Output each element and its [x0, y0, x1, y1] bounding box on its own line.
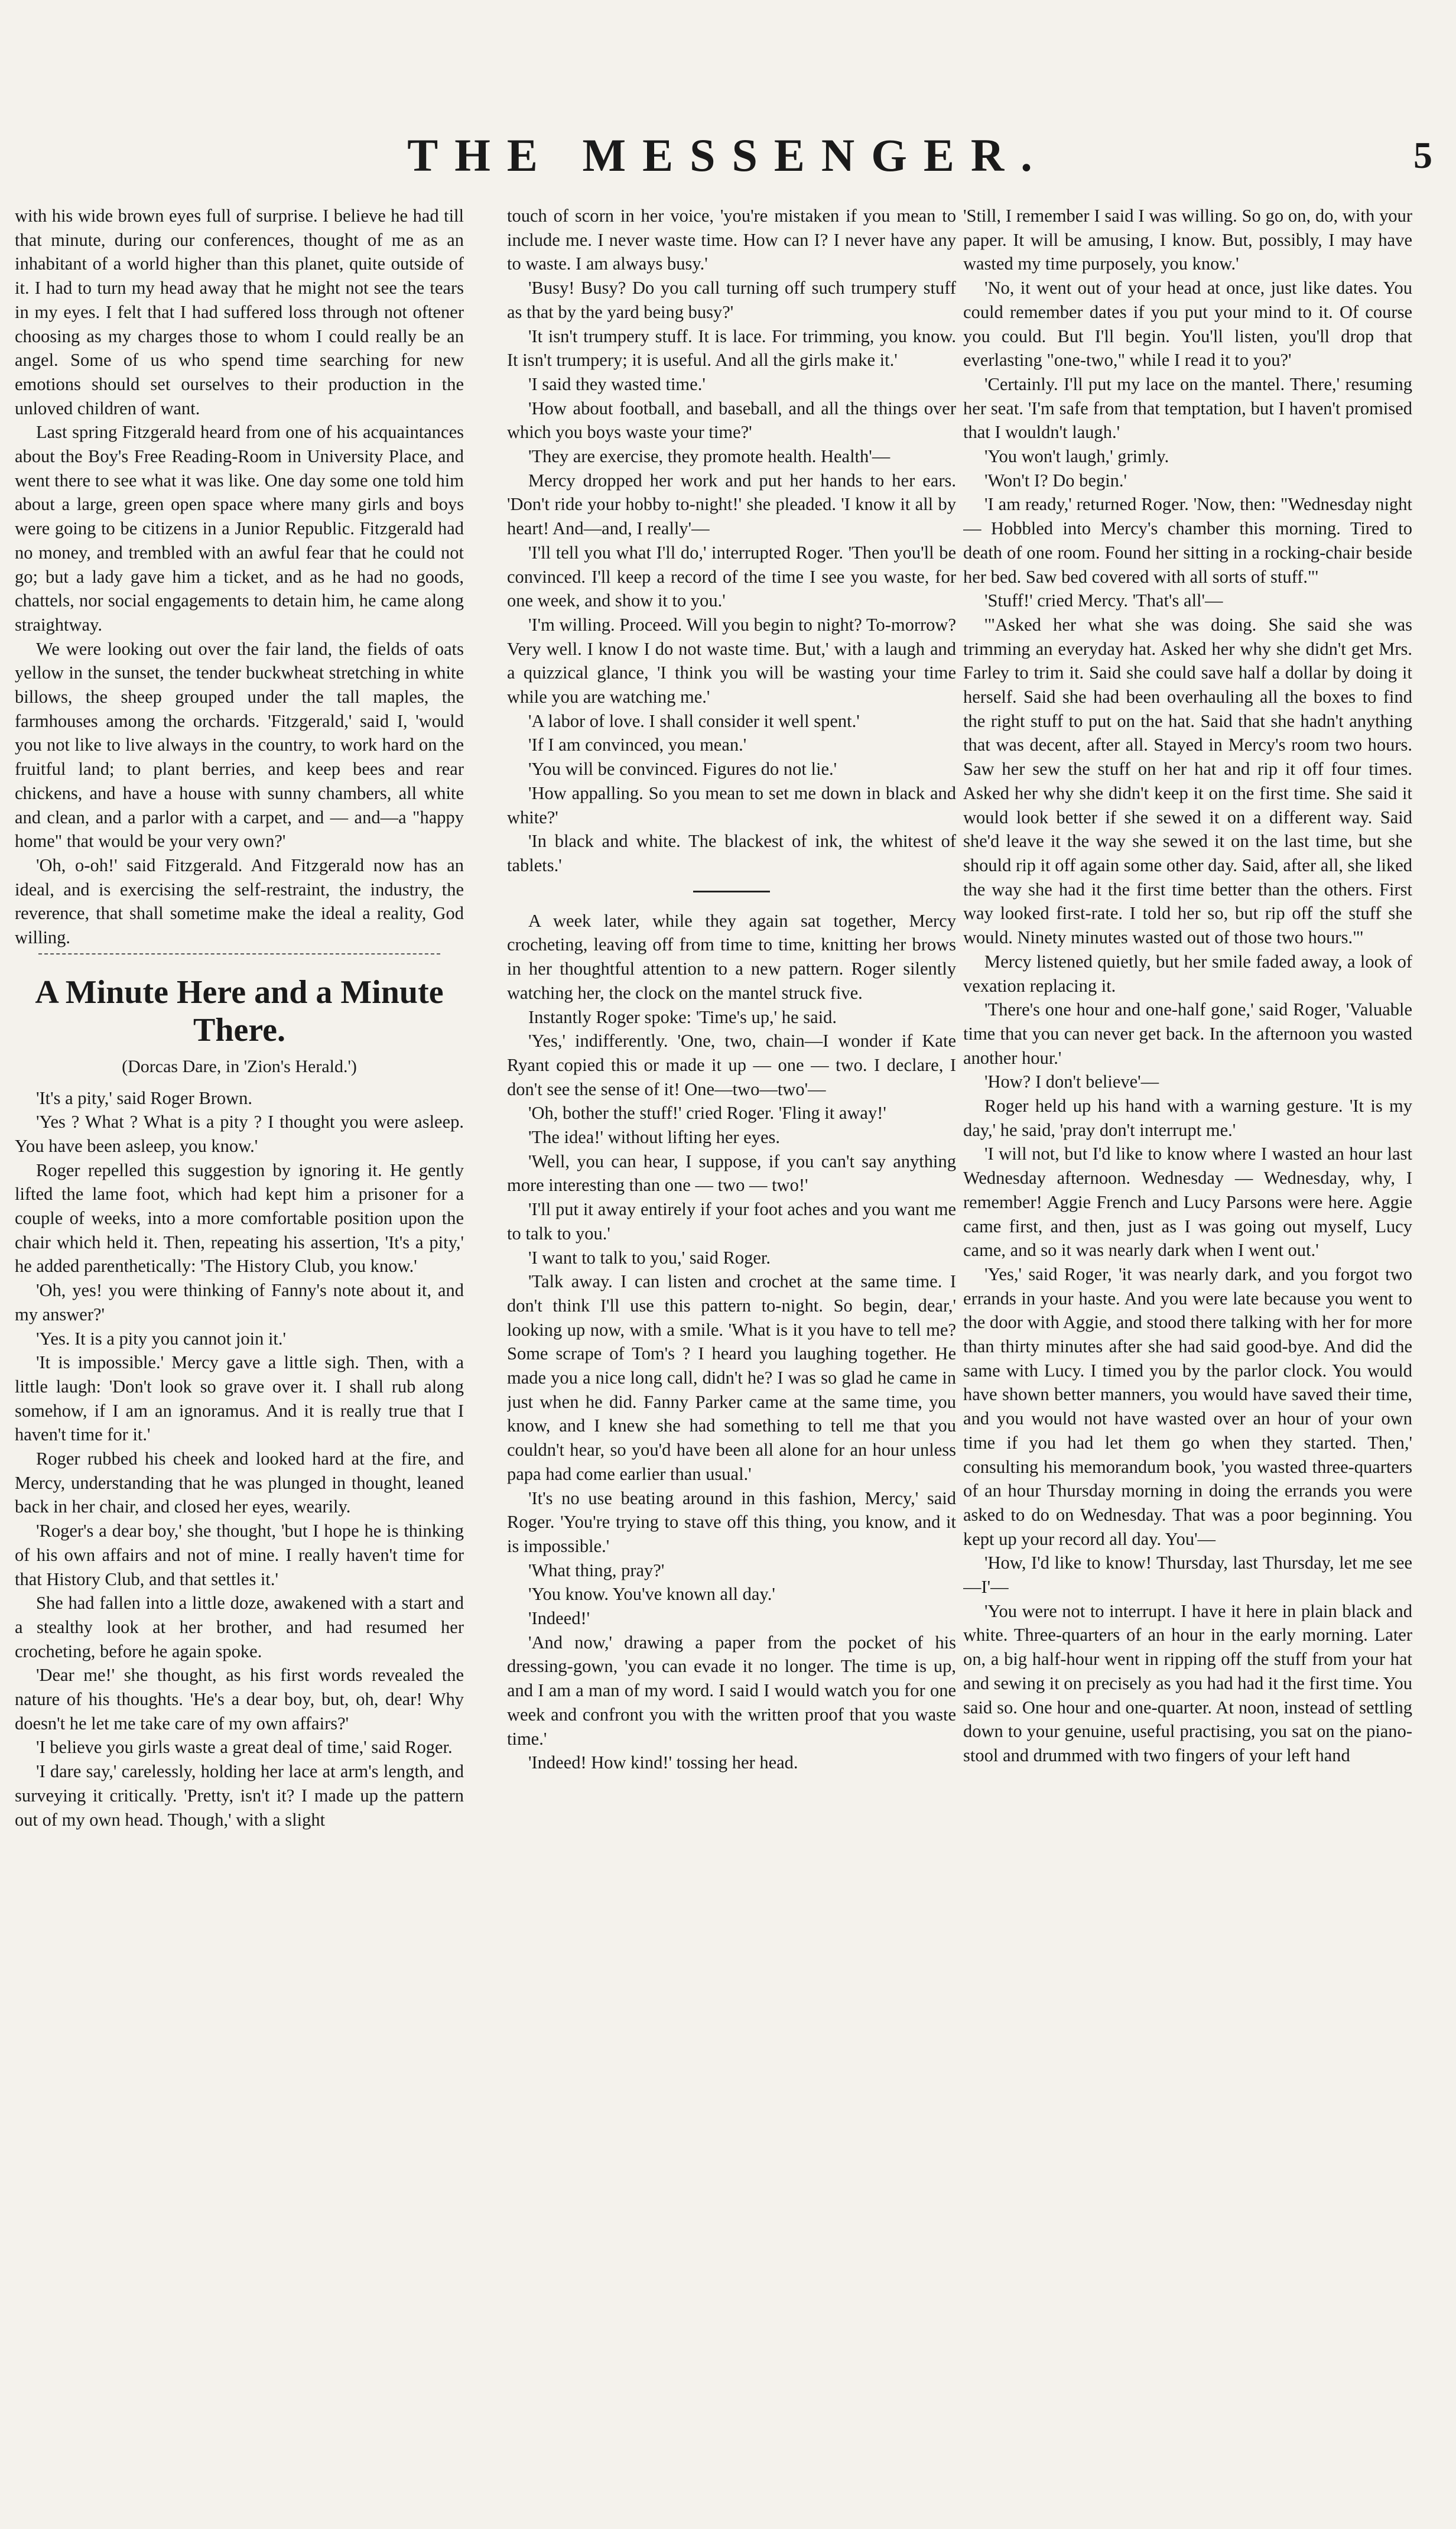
- paragraph: 'It is impossible.' Mercy gave a little sigh. Then, with a little laugh: 'Don't look so grave over it. I shall rub along somehow, if I am an ignoramus. And it is really true that I haven't time for it.': [15, 1352, 464, 1445]
- paragraph: 'The idea!' without lifting her eyes.: [528, 1127, 781, 1148]
- paragraph: Mercy dropped her work and put her hands to her ears. 'Don't ride your hobby to-night!' she pleaded. 'I know it all by heart! And—and, I really'—: [507, 470, 956, 539]
- paragraph: 'Won't I? Do begin.': [984, 470, 1127, 491]
- paragraph: 'I am ready,' returned Roger. 'Now, then: "Wednesday night — Hobbled into Mercy's chamber this morning. Tired to death of one room. Found her sitting in a rocking-chair beside her bed. Saw bed covered with all sorts of stuff."': [963, 494, 1412, 587]
- paragraph: 'I'll tell you what I'll do,' interrupted Roger. 'Then you'll be convinced. I'll keep a record of the time I see you waste, for one week, and show it to you.': [507, 542, 956, 611]
- paragraph: Roger held up his hand with a warning gesture. 'It is my day,' he said, 'pray don't interrupt me.': [963, 1096, 1412, 1140]
- column-1: [15, 204, 464, 2503]
- paragraph: 'What thing, pray?': [528, 1560, 665, 1580]
- paragraph: 'Roger's a dear boy,' she thought, 'but I hope he is thinking of his own affairs and not of mine. I really haven't time for that History Club, and that settles it.': [15, 1521, 464, 1589]
- paragraph: 'It isn't trumpery stuff. It is lace. For trimming, you know. It isn't trumpery; it is useful. And all the girls make it.': [507, 326, 956, 371]
- page-number: 5: [1413, 134, 1432, 176]
- paragraph: 'Oh, yes! you were thinking of Fanny's note about it, and my answer?': [15, 1280, 464, 1324]
- paragraph: 'I'll put it away entirely if your foot aches and you want me to talk to you.': [507, 1199, 956, 1244]
- paragraph: 'There's one hour and one-half gone,' said Roger, 'Valuable time that you can never get back. In the afternoon you wasted another hour.': [963, 999, 1412, 1068]
- paragraph: 'Well, you can hear, I suppose, if you can't say anything more interesting than one — two — two!': [507, 1151, 956, 1196]
- paragraph: 'I believe you girls waste a great deal of time,' said Roger.: [36, 1737, 453, 1758]
- paragraph: We were looking out over the fair land, the fields of oats yellow in the sunset, the tender buckwheat stretching in white billows, the sheep grouped under the tall maples, the farmhouses among the orchards. 'Fitzgerald,' said I, 'would you not like to live always in the country, to work hard on the fruitful land; to plant berries, and keep bees and rear chickens, and have a house with sunny chambers, all white and clean, and a parlor with a carpet, and — and—a "happy home" that would be your very own?': [15, 638, 464, 852]
- paragraph: '"Asked her what she was doing. She said she was trimming an everyday hat. Asked her why she didn't get Mrs. Farley to trim it. Said she could save half a dollar by doing it herself. Said she had been overhauling all the boxes to find the right stuff to put on the hat. Said that she hadn't anything that was decent, after all. Stayed in Mercy's room two hours. Saw her sew the stuff on her hat and rip it off four times. Asked her why she didn't keep it on the first time. She said it would look better if she sewed it on a different way. Said she'd leave it the way she sewed it on the last time, but she should rip it off again some other day. Said, after all, she liked the way she had it the first time better than the others. First way looked first-rate. I told her so, but rip off the stuff she would. Ninety minutes wasted out of those two hours."': [963, 614, 1412, 948]
- paragraph: 'It's no use beating around in this fashion, Mercy,' said Roger. 'You're trying to stave off this thing, you know, and it is impossible.': [507, 1488, 956, 1556]
- paragraph: 'I will not, but I'd like to know where I wasted an hour last Wednesday afternoon. Wednesday — Wednesday, why, I remember! Aggie French and Lucy Parsons were here. Aggie came first, and then, just as I was going out myself, Lucy came, and so it was nearly dark when I went out.': [963, 1144, 1412, 1261]
- paragraph: 'Yes,' said Roger, 'it was nearly dark, and you forgot two errands in your haste. And you were late because you went to the door with Aggie, and stood there talking with her for more than thirty minutes after she had said good-bye. And did the same with Lucy. I timed you by the parlor clock. You would have shown better manners, you would have saved their time, and you would not have wasted over an hour of your own time if you had let them go when they started. Then,' consulting his memorandum book, 'you wasted three-quarters of an hour Thursday morning in doing the errands you were asked to do on Wednesday. That was a poor beginning. You kept up your record all day. You'—: [963, 1264, 1412, 1549]
- paragraph: 'Oh, bother the stuff!' cried Roger. 'Fling it away!': [528, 1103, 886, 1124]
- paragraph: 'I dare say,' carelessly, holding her lace at arm's length, and surveying it critically. 'Pretty, isn't it? I made up the pattern out of my own head. Though,' with a slight: [15, 1761, 464, 1830]
- paragraph: 'They are exercise, they promote health. Health'—: [528, 446, 890, 467]
- paragraph: 'And now,' drawing a paper from the pocket of his dressing-gown, 'you can evade it no longer. The time is up, and I am a man of my word. I said I would watch you for one week and confront you with the written proof that you waste time.': [507, 1632, 956, 1749]
- section-divider: [38, 953, 440, 963]
- paragraph: 'How, I'd like to know! Thursday, last Thursday, let me see—I'—: [963, 1553, 1412, 1598]
- paragraph: 'I want to talk to you,' said Roger.: [528, 1247, 771, 1268]
- paragraph: 'Certainly. I'll put my lace on the mantel. There,' resuming her seat. 'I'm safe from that temptation, but I haven't promised that I wouldn't laugh.': [963, 374, 1412, 443]
- paragraph: 'I said they wasted time.': [528, 374, 706, 394]
- paragraph: 'Stuff!' cried Mercy. 'That's all'—: [984, 590, 1223, 611]
- paragraph: 'It's a pity,' said Roger Brown.: [36, 1087, 253, 1108]
- paragraph: Mercy listened quietly, but her smile faded away, a look of vexation replacing it.: [963, 951, 1412, 996]
- masthead-title: THE MESSENGER.: [407, 129, 1049, 181]
- paragraph: Roger rubbed his cheek and looked hard at the fire, and Mercy, understanding that he was plunged in thought, leaned back in her chair, and closed her eyes, wearily.: [15, 1449, 464, 1517]
- paragraph: 'How? I don't believe'—: [984, 1072, 1159, 1092]
- paragraph: 'Yes. It is a pity you cannot join it.': [36, 1328, 287, 1349]
- article-title: A Minute Here and a Minute There.: [35, 973, 444, 1048]
- paragraph: She had fallen into a little doze, awakened with a start and a stealthy look at her brother, and had resumed her crocheting, before he again spoke.: [15, 1593, 464, 1661]
- paragraph: 'You know. You've known all day.': [528, 1584, 775, 1605]
- column-2: [507, 204, 956, 2503]
- section-divider: [693, 891, 770, 892]
- masthead: [0, 129, 1456, 182]
- paragraph: 'If I am convinced, you mean.': [528, 735, 747, 755]
- paragraph: 'Indeed!': [528, 1608, 590, 1629]
- column-3: [963, 204, 1412, 2503]
- paragraph: 'Indeed! How kind!' tossing her head.: [528, 1752, 798, 1773]
- paragraph: Instantly Roger spoke: 'Time's up,' he said.: [528, 1007, 837, 1027]
- paragraph: 'In black and white. The blackest of ink, the whitest of tablets.': [507, 831, 956, 875]
- article-byline: (Dorcas Dare, in 'Zion's Herald.'): [122, 1056, 357, 1076]
- paragraph: 'How appalling. So you mean to set me down in black and white?': [507, 783, 956, 827]
- paragraph: 'How about football, and baseball, and all the things over which you boys waste your time?': [507, 398, 956, 443]
- paragraph: touch of scorn in her voice, 'you're mistaken if you mean to include me. I never waste time. How can I? I never have any to waste. I am always busy.': [507, 206, 956, 274]
- paragraph: 'No, it went out of your head at once, just like dates. You could remember dates if you put your mind to it. Of course you could. But I'll begin. You'll listen, you'll drop that everlasting "one-two," while I read it to you?': [963, 278, 1412, 371]
- paragraph: 'Busy! Busy? Do you call turning off such trumpery stuff as that by the yard being busy?': [507, 278, 956, 322]
- paragraph: 'Still, I remember I said I was willing. So go on, do, with your paper. It will be amusing, I know. But, possibly, I may have wasted my time purposely, you know.': [963, 206, 1412, 274]
- paragraph: A week later, while they again sat together, Mercy crocheting, leaving off from time to time, knitting her brows in her thoughtful attention to a new pattern. Roger silently watching her, the clock on the mantel struck five.: [507, 910, 956, 1003]
- paragraph: 'Oh, o-oh!' said Fitzgerald. And Fitzgerald now has an ideal, and is exercising the self-restraint, the industry, the reverence, that shall sometime make the ideal a reality, God willing.: [15, 855, 464, 948]
- paragraph: with his wide brown eyes full of surprise. I believe he had till that minute, during our conferences, thought of me as an inhabitant of a world higher than this planet, quite outside of it. I had to turn my head away that he might not see the tears in my eyes. I felt that I had suffered loss through not oftener choosing as my charges those to whom I could really be an angel. Some of us who spend time searching for new emotions should set ourselves to their production in the unloved children of want.: [15, 206, 464, 418]
- paragraph: Last spring Fitzgerald heard from one of his acquaintances about the Boy's Free Reading-Room in University Place, and went there to see what it was like. One day some one told him about a large, green open space where many girls and boys were going to be citizens in a Junior Republic. Fitzgerald had no money, and trembled with an awful fear that he could not go; but a lady gave him a ticket, and as he had no goods, chattels, nor social engagements to detain him, he came along straightway.: [15, 422, 464, 635]
- paragraph: 'You were not to interrupt. I have it here in plain black and white. Three-quarters of an hour in the early morning. Later on, a big half-hour went in ripping off the stuff from your hat and sewing it on precisely as you had had it the first time. You said so. One hour and one-quarter. At noon, instead of settling down to your genuine, useful practising, you sat on the piano-stool and drummed with two fingers of your left hand: [963, 1600, 1412, 1765]
- paragraph: 'Yes,' indifferently. 'One, two, chain—I wonder if Kate Ryant copied this or made it up — one — two. I declare, I don't see the sense of it! One—two—two'—: [507, 1031, 956, 1099]
- paragraph: 'I'm willing. Proceed. Will you begin to night? To-morrow? Very well. I know I do not waste time. But,' with a laugh and a quizzical glance, 'I think you will be wasting your time while you are watching me.': [507, 614, 956, 707]
- paragraph: 'You won't laugh,' grimly.: [984, 446, 1169, 467]
- paragraph: 'You will be convinced. Figures do not lie.': [528, 759, 837, 780]
- paragraph: 'A labor of love. I shall consider it well spent.': [528, 710, 860, 731]
- paragraph: 'Dear me!' she thought, as his first words revealed the nature of his thoughts. 'He's a dear boy, but, oh, dear! Why doesn't he let me take care of my own affairs?': [15, 1665, 464, 1733]
- paragraph: Roger repelled this suggestion by ignoring it. He gently lifted the lame foot, which had kept him a prisoner for a couple of weeks, into a more comfortable position upon the chair which held it. Then, repeating his assertion, 'It's a pity,' he added parenthetically: 'The History Club, you know.': [15, 1160, 464, 1277]
- paragraph: 'Talk away. I can listen and crochet at the same time. I don't think I'll use this pattern to-night. So begin, dear,' looking up now, with a smile. 'What is it you have to tell me? Some scrape of Tom's ? I heard you laughing together. He made you a nice long call, didn't he? I was so glad he came in just when he did. Fanny Parker came at the same time, you know, and I knew she had something to tell me that you couldn't hear, so you'd have been all alone for an hour unless papa had come earlier than usual.': [507, 1271, 956, 1484]
- paragraph: 'Yes ? What ? What is a pity ? I thought you were asleep. You have been asleep, you know.': [15, 1112, 464, 1156]
